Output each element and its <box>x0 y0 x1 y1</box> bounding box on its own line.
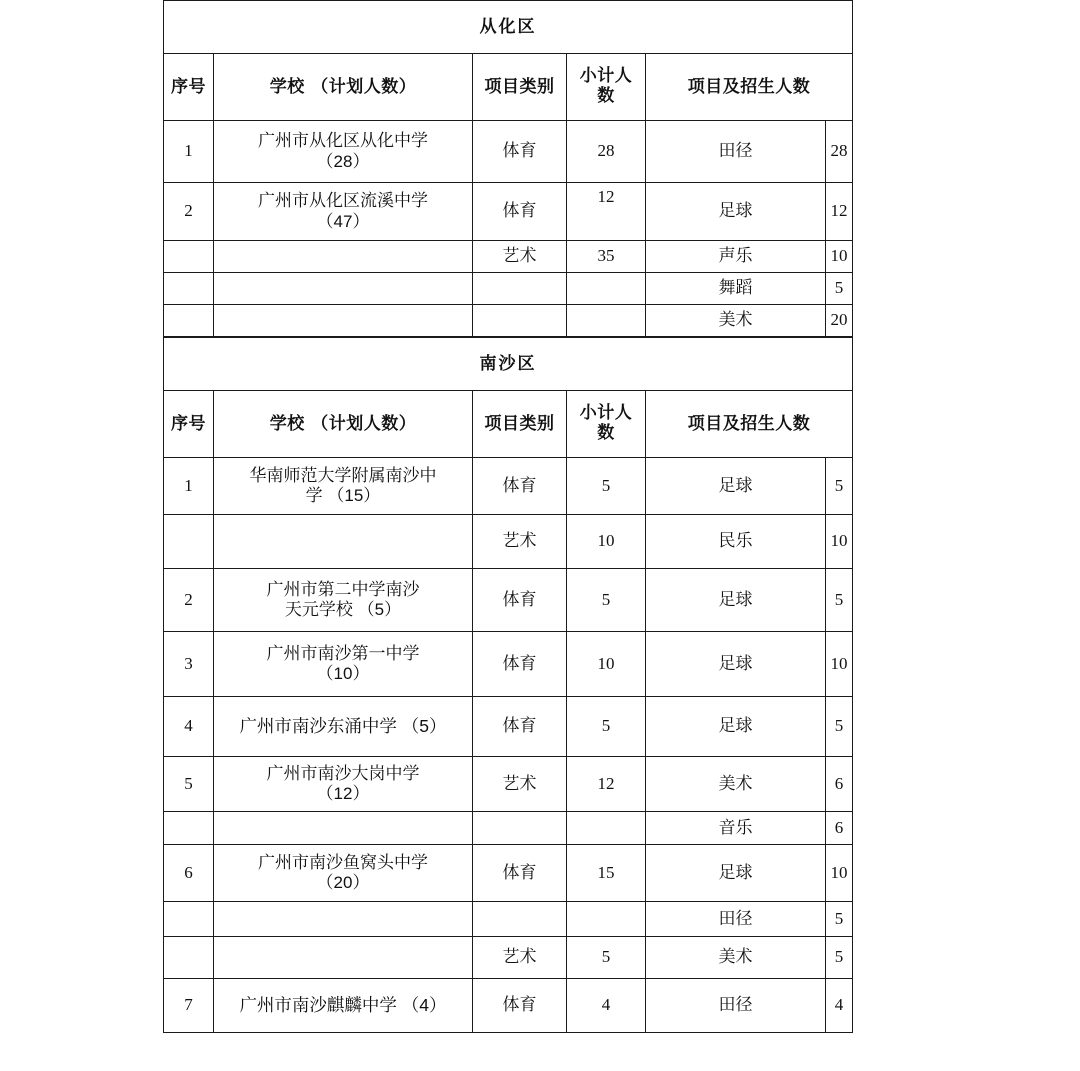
header-project: 项目及招生人数 <box>646 54 853 121</box>
header-subtotal-line1: 小计人 <box>579 66 633 87</box>
cell-category: 艺术 <box>473 241 567 273</box>
school-name-line1: 广州市从化区从化中学 <box>258 131 428 151</box>
cell-count: 6 <box>826 812 853 845</box>
cell-subtotal: 5 <box>567 458 646 515</box>
header-category: 项目类别 <box>473 391 567 458</box>
cell-subtotal: 10 <box>567 632 646 697</box>
school-plan-line2: 天元学校 （5） <box>284 600 402 619</box>
cell-project: 民乐 <box>646 515 826 569</box>
table-header-row <box>164 391 853 458</box>
cell-project: 足球 <box>646 697 826 757</box>
header-project: 项目及招生人数 <box>646 391 853 458</box>
cell-category: 体育 <box>473 121 567 183</box>
cell-project: 声乐 <box>646 241 826 273</box>
cell-project: 田径 <box>646 902 826 937</box>
cell-project: 舞蹈 <box>646 273 826 305</box>
table-row <box>164 757 853 812</box>
cell-school <box>214 241 473 273</box>
school-plan-line2: （20） <box>316 873 370 892</box>
cell-subtotal: 12 <box>567 757 646 812</box>
school-name-line1: 华南师范大学附属南沙中 <box>249 465 437 485</box>
cell-project: 足球 <box>646 458 826 515</box>
cell-category: 艺术 <box>473 757 567 812</box>
cell-no: 1 <box>164 458 214 515</box>
cell-category: 体育 <box>473 845 567 902</box>
school-name-line1: 广州市南沙鱼窝头中学 <box>258 852 428 872</box>
school-plan-line2: （12） <box>316 784 370 803</box>
cell-count: 20 <box>826 305 853 337</box>
school-name-line1: 广州市第二中学南沙 <box>266 579 420 599</box>
cell-school <box>214 515 473 569</box>
table-row <box>164 632 853 697</box>
cell-subtotal: 12 <box>567 183 646 241</box>
table-row <box>164 937 853 979</box>
cell-category: 体育 <box>473 632 567 697</box>
cell-school <box>214 458 473 515</box>
cell-school <box>214 183 473 241</box>
cell-count: 5 <box>826 902 853 937</box>
cell-category: 体育 <box>473 183 567 241</box>
cell-count: 5 <box>826 458 853 515</box>
cell-count: 10 <box>826 515 853 569</box>
header-subtotal <box>567 391 646 458</box>
cell-subtotal: 4 <box>567 979 646 1033</box>
header-school: 学校 （计划人数） <box>214 54 473 121</box>
cell-count: 6 <box>826 757 853 812</box>
cell-count: 5 <box>826 273 853 305</box>
cell-no: 3 <box>164 632 214 697</box>
cell-category <box>473 902 567 937</box>
cell-count: 10 <box>826 632 853 697</box>
cell-category <box>473 812 567 845</box>
cell-category: 体育 <box>473 979 567 1033</box>
cell-subtotal: 10 <box>567 515 646 569</box>
cell-category <box>473 305 567 337</box>
cell-project: 足球 <box>646 569 826 632</box>
cell-school <box>214 273 473 305</box>
cell-no: 2 <box>164 183 214 241</box>
cell-count: 10 <box>826 241 853 273</box>
cell-subtotal: 5 <box>567 937 646 979</box>
header-subtotal-line2: 数 <box>597 86 615 106</box>
cell-project: 美术 <box>646 305 826 337</box>
school-name-line1: 广州市南沙东涌中学 （5） <box>239 716 447 737</box>
cell-subtotal: 15 <box>567 845 646 902</box>
header-subtotal <box>567 54 646 121</box>
school-plan-line2: （47） <box>316 211 370 231</box>
cell-subtotal: 35 <box>567 241 646 273</box>
cell-project: 音乐 <box>646 812 826 845</box>
school-plan-line2: （28） <box>316 151 370 171</box>
table-row <box>164 902 853 937</box>
cell-count: 5 <box>826 937 853 979</box>
header-school: 学校 （计划人数） <box>214 391 473 458</box>
table-header-row <box>164 54 853 121</box>
district-title: 从化区 <box>164 1 853 54</box>
header-no: 序号 <box>164 391 214 458</box>
table-row <box>164 458 853 515</box>
cell-subtotal <box>567 305 646 337</box>
cell-no <box>164 273 214 305</box>
header-subtotal-line1: 小计人 <box>579 403 633 424</box>
cell-subtotal: 5 <box>567 697 646 757</box>
district-table-nansha <box>163 337 853 1033</box>
cell-school <box>214 812 473 845</box>
district-table-conghua <box>163 0 853 337</box>
cell-category <box>473 273 567 305</box>
cell-no <box>164 241 214 273</box>
cell-no <box>164 902 214 937</box>
cell-no: 7 <box>164 979 214 1033</box>
cell-no <box>164 937 214 979</box>
cell-category: 体育 <box>473 697 567 757</box>
table-row <box>164 241 853 273</box>
cell-project: 足球 <box>646 845 826 902</box>
school-plan-line2: （10） <box>316 664 370 683</box>
cell-project: 足球 <box>646 632 826 697</box>
school-name-line1: 广州市南沙麒麟中学 （4） <box>239 995 447 1016</box>
table-row <box>164 183 853 241</box>
table-row <box>164 845 853 902</box>
table-row <box>164 569 853 632</box>
district-title: 南沙区 <box>164 338 853 391</box>
header-no: 序号 <box>164 54 214 121</box>
cell-no: 4 <box>164 697 214 757</box>
table-row <box>164 273 853 305</box>
cell-category: 艺术 <box>473 515 567 569</box>
cell-school <box>214 121 473 183</box>
cell-count: 28 <box>826 121 853 183</box>
cell-project: 足球 <box>646 183 826 241</box>
cell-count: 4 <box>826 979 853 1033</box>
cell-school <box>214 845 473 902</box>
document-sheet <box>163 0 852 1033</box>
cell-category: 体育 <box>473 569 567 632</box>
cell-no <box>164 515 214 569</box>
cell-subtotal <box>567 812 646 845</box>
cell-no: 6 <box>164 845 214 902</box>
school-name-line1: 广州市南沙第一中学 <box>266 643 420 663</box>
cell-count: 5 <box>826 697 853 757</box>
school-plan-line2: 学 （15） <box>305 486 381 505</box>
cell-count: 10 <box>826 845 853 902</box>
cell-project: 美术 <box>646 937 826 979</box>
cell-no <box>164 812 214 845</box>
cell-subtotal: 28 <box>567 121 646 183</box>
header-subtotal-line2: 数 <box>597 423 615 443</box>
cell-school <box>214 305 473 337</box>
cell-project: 田径 <box>646 121 826 183</box>
table-row <box>164 812 853 845</box>
cell-no: 1 <box>164 121 214 183</box>
table-row <box>164 979 853 1033</box>
header-category: 项目类别 <box>473 54 567 121</box>
cell-category: 体育 <box>473 458 567 515</box>
cell-school <box>214 757 473 812</box>
cell-subtotal <box>567 273 646 305</box>
cell-school <box>214 937 473 979</box>
cell-school <box>214 979 473 1033</box>
cell-no: 5 <box>164 757 214 812</box>
cell-school <box>214 569 473 632</box>
table-row <box>164 305 853 337</box>
cell-count: 12 <box>826 183 853 241</box>
cell-subtotal: 5 <box>567 569 646 632</box>
cell-no <box>164 305 214 337</box>
cell-project: 田径 <box>646 979 826 1033</box>
table-row <box>164 121 853 183</box>
cell-no: 2 <box>164 569 214 632</box>
cell-category: 艺术 <box>473 937 567 979</box>
cell-count: 5 <box>826 569 853 632</box>
district-title-row <box>164 338 853 391</box>
cell-school <box>214 632 473 697</box>
cell-subtotal <box>567 902 646 937</box>
cell-school <box>214 697 473 757</box>
school-name-line1: 广州市从化区流溪中学 <box>258 191 428 211</box>
cell-project: 美术 <box>646 757 826 812</box>
cell-school <box>214 902 473 937</box>
table-row <box>164 515 853 569</box>
school-name-line1: 广州市南沙大岗中学 <box>266 763 420 783</box>
district-title-row <box>164 1 853 54</box>
table-row <box>164 697 853 757</box>
